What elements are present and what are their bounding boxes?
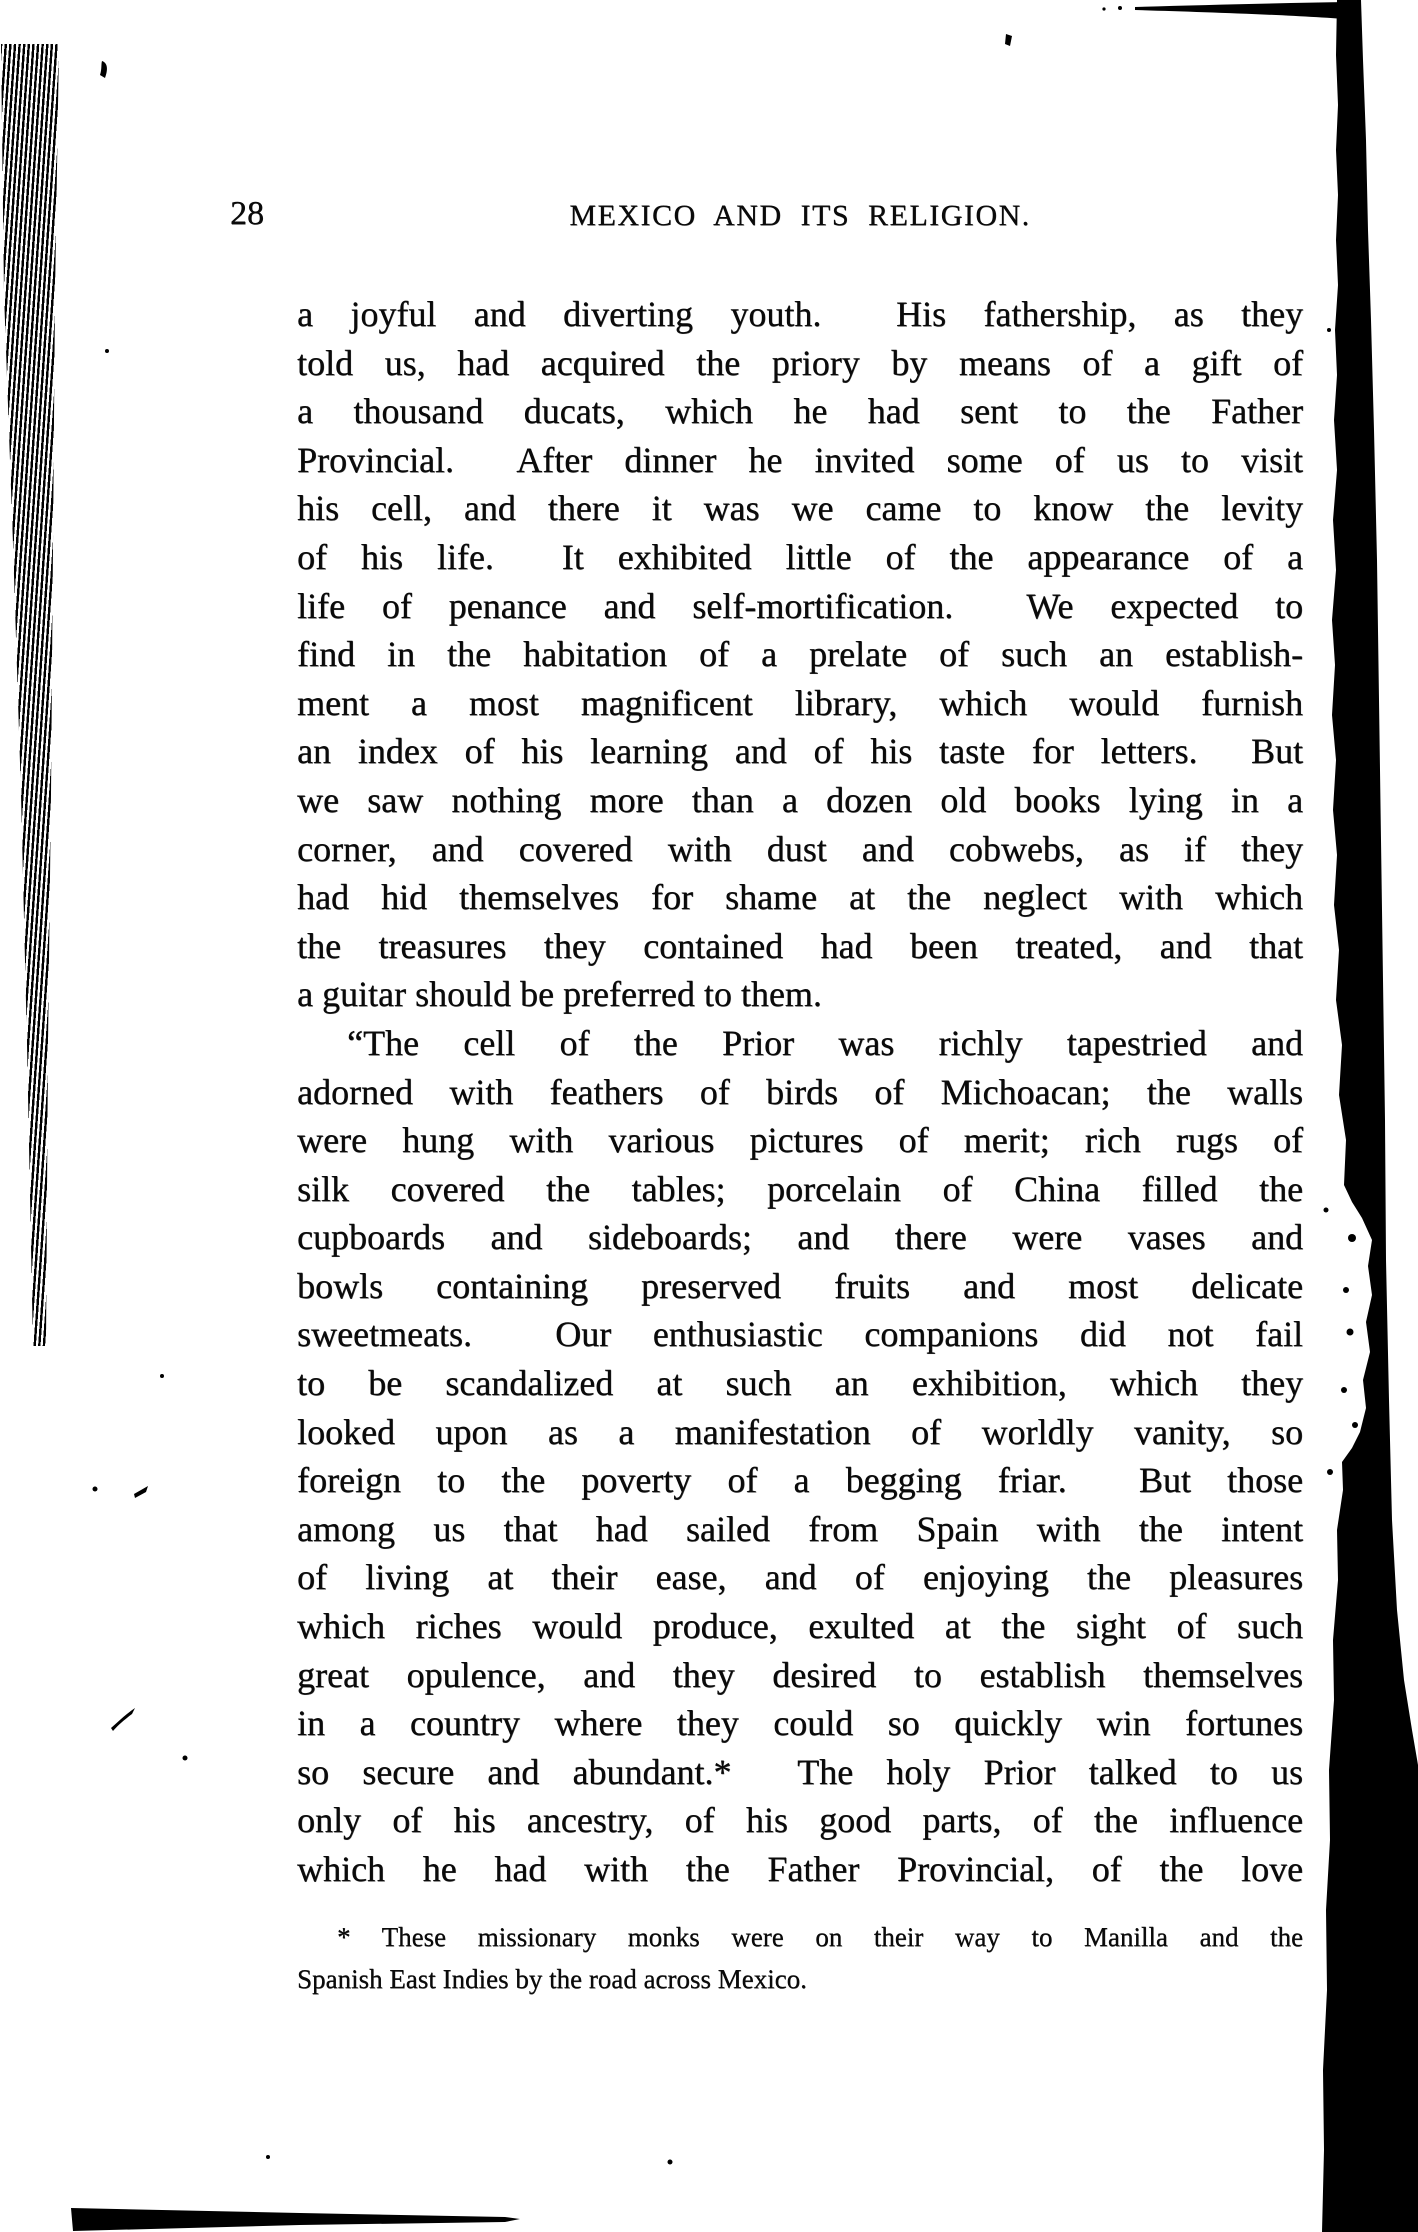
scan-artifact-speck (266, 2155, 270, 2159)
text-line: Spanish East Indies by the road across Mexico. (297, 1964, 807, 1994)
scan-artifact-speck (1324, 1208, 1329, 1213)
text-line: adorned with feathers of birds of Michoacan; the walls (297, 1071, 1303, 1112)
scan-artifact-left-gutter-stripes (0, 44, 62, 1346)
scan-artifact-speck (1341, 1387, 1347, 1393)
body-text (297, 290, 1303, 1894)
scan-artifact-speck (1118, 6, 1122, 10)
text-line: an index of his learning and of his taste for letters. But (297, 731, 1303, 772)
running-header-title: MEXICO AND ITS RELIGION. (569, 199, 1031, 232)
text-line: which riches would produce, exulted at the sight of such (297, 1606, 1303, 1647)
text-line: a joyful and diverting youth. His fathership, as they (297, 294, 1303, 334)
text-line: corner, and covered with dust and cobwebs, as if they (297, 828, 1303, 869)
paragraph (297, 1916, 1303, 2000)
text-line: so secure and abundant.* The holy Prior talked to us (297, 1751, 1303, 1792)
ink-mark-comma (134, 1486, 148, 1498)
text-line: we saw nothing more than a dozen old books lying in a (297, 779, 1303, 820)
text-line: told us, had acquired the priory by means of a gift of (297, 342, 1303, 383)
paragraph (297, 290, 1303, 1019)
scan-artifact-speck (1327, 1469, 1333, 1475)
text-line: “The cell of the Prior was richly tapestried and (347, 1022, 1303, 1063)
text-line: of living at their ease, and of enjoying the pleasures (297, 1557, 1303, 1598)
text-line: cupboards and sideboards; and there were vases and (297, 1217, 1303, 1258)
text-line: Provincial. After dinner he invited some of us to visit (297, 439, 1303, 480)
footnote (297, 1916, 1303, 2000)
text-line: silk covered the tables; porcelain of China filled the (297, 1168, 1303, 1209)
scan-artifact-top-right-bar (1135, 2, 1356, 20)
text-line: the treasures they contained had been treated, and that (297, 925, 1303, 966)
scan-artifact-bottom-left-bar (71, 2208, 520, 2231)
ink-mark-slash (111, 1708, 135, 1731)
scan-artifact-speck (105, 349, 109, 353)
text-line: were hung with various pictures of merit; rich rugs of (297, 1120, 1303, 1161)
scan-artifact-speck (1350, 638, 1354, 642)
paragraph (297, 1019, 1303, 1894)
text-line: find in the habitation of a prelate of such an establish- (297, 634, 1303, 675)
scan-artifact-right-edge-band (1322, 0, 1418, 2232)
text-line: a thousand ducats, which he had sent to the Father (297, 391, 1303, 432)
text-line: great opulence, and they desired to establish themselves (297, 1654, 1303, 1695)
text-line: of his life. It exhibited little of the appearance of a (297, 536, 1303, 577)
text-line: only of his ancestry, of his good parts, of the influence (297, 1800, 1303, 1841)
ink-mark-tick (1005, 34, 1012, 46)
text-line: sweetmeats. Our enthusiastic companions did not fail (297, 1314, 1303, 1355)
scan-artifact-speck (1345, 1083, 1350, 1088)
scan-artifact-speck (668, 2160, 673, 2165)
text-line: had hid themselves for shame at the neglect with which (297, 877, 1303, 918)
text-line: among us that had sailed from Spain with the intent (297, 1508, 1303, 1549)
scan-artifact-speck (1348, 1234, 1356, 1242)
text-line: his cell, and there it was we came to know the levity (297, 488, 1303, 529)
text-line: bowls containing preserved fruits and most delicate (297, 1265, 1303, 1306)
text-line: which he had with the Father Provincial, of the love (297, 1849, 1303, 1889)
text-line: * These missionary monks were on their way to Manilla and the (337, 1922, 1303, 1952)
scan-artifact-speck (1352, 1422, 1358, 1428)
text-line: foreign to the poverty of a begging friar. But those (297, 1460, 1303, 1501)
scan-artifact-speck (1102, 7, 1105, 10)
text-line: ment a most magnificent library, which would furnish (297, 682, 1303, 723)
scan-artifact-speck (1327, 328, 1331, 332)
text-line: looked upon as a manifestation of worldly vanity, so (297, 1411, 1303, 1452)
scan-artifact-speck (1343, 1287, 1349, 1293)
ink-mark-apostrophe (100, 61, 107, 78)
text-line: life of penance and self-mortification. We expected to (297, 585, 1303, 626)
text-line: to be scandalized at such an exhibition, which they (297, 1363, 1303, 1404)
scan-artifact-speck (183, 1756, 188, 1761)
scan-artifact-speck (93, 1487, 98, 1492)
scan-artifact-speck (160, 1374, 164, 1378)
text-line: a guitar should be preferred to them. (297, 974, 822, 1015)
page-number: 28 (230, 195, 264, 232)
scan-artifact-speck (1347, 1329, 1354, 1336)
text-line: in a country where they could so quickly win fortunes (297, 1703, 1303, 1744)
